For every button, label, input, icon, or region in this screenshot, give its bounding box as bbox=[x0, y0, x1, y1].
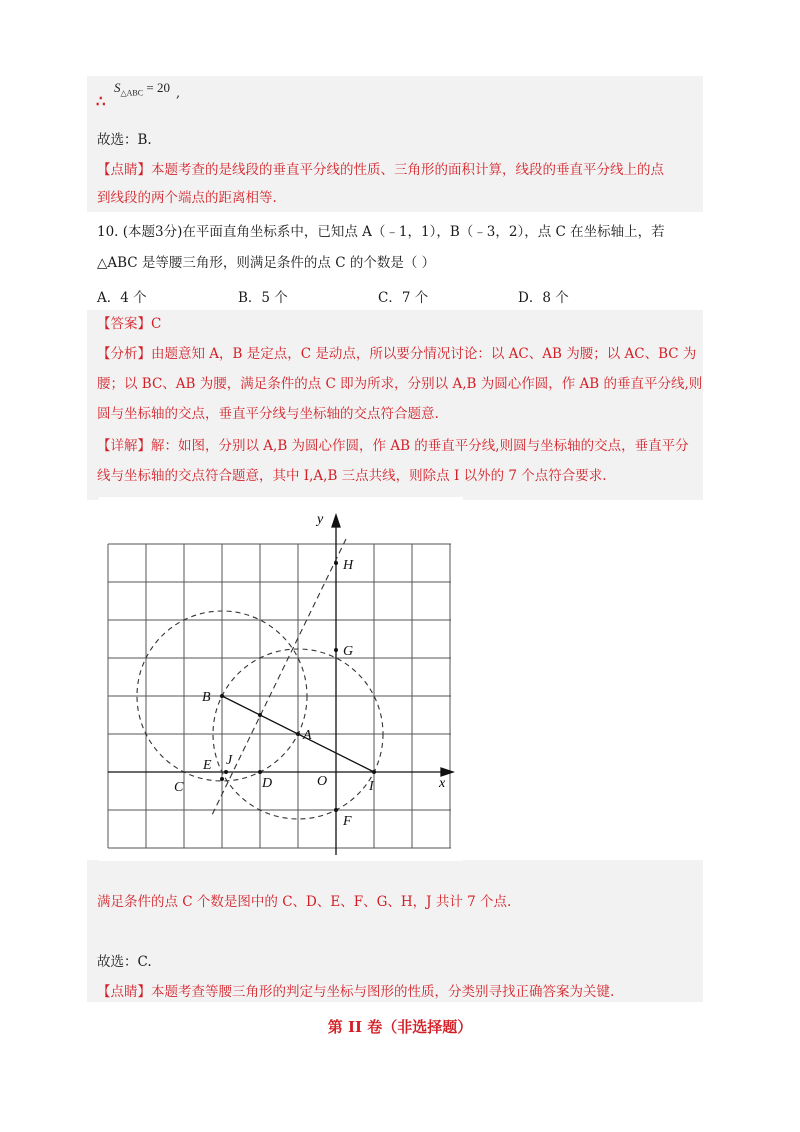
comment: 【点睛】本题考查等腰三角形的判定与坐标与图形的性质，分类别寻找正确答案为关键. bbox=[97, 984, 615, 1000]
answer-line: 故选：C. bbox=[97, 954, 152, 970]
label-j: J bbox=[226, 753, 233, 768]
choice-a: A．4 个 bbox=[97, 290, 147, 306]
label-g: G bbox=[343, 644, 354, 659]
point-g bbox=[334, 648, 338, 652]
label-d: D bbox=[262, 776, 273, 791]
question-line1: 10. (本题3分)在平面直角坐标系中，已知点 A（﹣1，1），B（﹣3，2），点 C 在坐标轴上，若 bbox=[97, 224, 665, 240]
label-f: F bbox=[343, 814, 352, 829]
point-mid bbox=[258, 713, 262, 717]
section-title: 第 II 卷（非选择题） bbox=[327, 1018, 473, 1036]
point-i bbox=[372, 770, 376, 774]
label-e: E bbox=[203, 758, 212, 773]
point-e bbox=[220, 777, 224, 781]
label-b: B bbox=[202, 690, 211, 705]
point-j bbox=[224, 770, 228, 774]
answer-line-prev: 故选：B. bbox=[97, 132, 152, 148]
point-labels bbox=[174, 558, 375, 829]
axis-x-label: x bbox=[439, 776, 446, 791]
question-line2: △ABC 是等腰三角形，则满足条件的点 C 的个数是（ ） bbox=[97, 255, 436, 271]
choice-b: B．5 个 bbox=[238, 290, 288, 306]
label-h: H bbox=[343, 558, 354, 573]
analysis-l2: 腰；以 BC、AB 为腰，满足条件的点 C 即为所求，分别以 A,B 为圆心作圆，作 AB 的垂直平分线,则 bbox=[97, 376, 703, 392]
point-b bbox=[220, 694, 224, 698]
area-formula: $S_{\triangle ABC} = 20$ bbox=[114, 80, 170, 98]
therefore-symbol: ∴ bbox=[96, 92, 106, 110]
detail-l1: 【详解】解：如图，分别以 A,B 为圆心作圆，作 AB 的垂直平分线,则圆与坐标轴的交点，垂直平分 bbox=[97, 438, 689, 454]
grid bbox=[108, 544, 451, 848]
point-d bbox=[258, 770, 262, 774]
point-a bbox=[296, 732, 300, 736]
label-a: A bbox=[303, 728, 312, 743]
formula-comma: , bbox=[176, 86, 181, 101]
detail-l2: 线与坐标轴的交点符合题意，其中 I,A,B 三点共线，则除点 I 以外的 7 个点符合要求. bbox=[97, 468, 607, 484]
coordinate-figure bbox=[99, 497, 463, 861]
comment-prev-l2: 到线段的两个端点的距离相等. bbox=[97, 190, 277, 206]
figure-svg bbox=[99, 497, 463, 861]
choice-c: C．7 个 bbox=[378, 290, 429, 306]
axis-y-label: y bbox=[317, 512, 324, 527]
analysis-l3: 圆与坐标轴的交点，垂直平分线与坐标轴的交点符合题意. bbox=[97, 406, 439, 422]
answer-tag: 【答案】C bbox=[97, 316, 162, 332]
analysis-l1: 【分析】由题意知 A，B 是定点，C 是动点，所以要分情况讨论：以 AC、AB 为腰；以 AC、BC 为 bbox=[97, 346, 697, 362]
shade-bottom bbox=[87, 860, 703, 1002]
label-i: I bbox=[369, 779, 374, 794]
label-c: C bbox=[174, 780, 184, 795]
axes bbox=[108, 515, 453, 855]
label-o: O bbox=[317, 774, 328, 789]
choice-d: D．8 个 bbox=[518, 290, 569, 306]
point-h bbox=[334, 561, 338, 565]
conclusion: 满足条件的点 C 个数是图中的 C、D、E、F、G、H，J 共计 7 个点. bbox=[97, 894, 512, 910]
comment-prev: 【点睛】本题考查的是线段的垂直平分线的性质、三角形的面积计算，线段的垂直平分线上的点 bbox=[97, 162, 664, 178]
point-f bbox=[334, 808, 338, 812]
